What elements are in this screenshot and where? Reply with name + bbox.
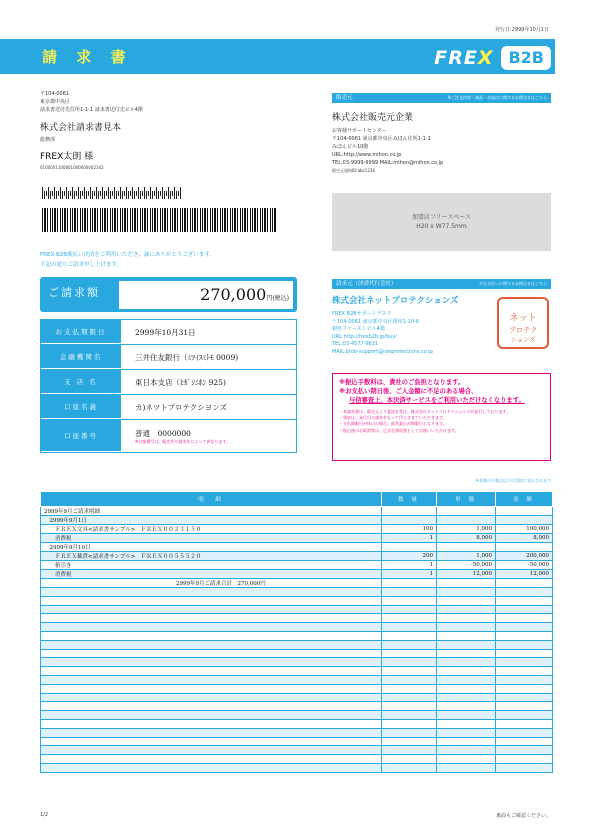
detail-cell: 100,000 bbox=[496, 525, 553, 534]
svg-text:プロテク: プロテク bbox=[508, 325, 538, 335]
detail-row bbox=[41, 579, 553, 588]
payment-key: 口座名義 bbox=[41, 395, 121, 419]
notice-item: ・本請求書は、販売元より委託を受け、株式会社ネットプロテクションズが発行しております。 bbox=[339, 409, 511, 414]
notice-item: ・振込後のお取消等は、正式な領収書としてお使いいただけます。 bbox=[339, 427, 459, 433]
postal-barcode bbox=[42, 187, 277, 199]
detail-row-empty bbox=[41, 702, 553, 711]
collector-block bbox=[332, 294, 502, 356]
detail-row bbox=[41, 525, 553, 534]
detail-header: 単 価 bbox=[437, 492, 496, 507]
detail-cell: 200,000 bbox=[496, 552, 553, 561]
seller-code: 販売元規格ID:abc1234 bbox=[332, 168, 375, 173]
detail-row-empty bbox=[41, 675, 553, 684]
detail-cell: 100 bbox=[382, 525, 437, 534]
detail-row bbox=[41, 534, 553, 543]
logo-frex: FREX bbox=[434, 46, 494, 69]
detail-cell: 2999年9月ご請求合計 270,000円 bbox=[41, 579, 382, 588]
payment-value: 三井住友銀行（ﾐﾂｲｽﾐﾄﾓ 0009) bbox=[135, 352, 239, 362]
detail-row-empty bbox=[41, 631, 553, 640]
detail-cell: 200 bbox=[382, 552, 437, 561]
detail-cell bbox=[382, 507, 437, 516]
frex-b2b-logo bbox=[434, 44, 551, 71]
payment-key: 金融機関名 bbox=[41, 345, 121, 369]
collector-company: 株式会社ネットプロテクションズ bbox=[332, 296, 459, 306]
detail-cell: -50,000 bbox=[437, 561, 496, 570]
detail-cell: 12,000 bbox=[437, 570, 496, 579]
detail-table bbox=[40, 491, 553, 773]
detail-row-empty bbox=[41, 640, 553, 649]
detail-row-empty bbox=[41, 605, 553, 614]
detail-row bbox=[41, 543, 553, 552]
collector-mail: MAIL:btob-support@netprotections.co.jp bbox=[332, 348, 433, 355]
detail-cell bbox=[437, 516, 496, 525]
seller-url: URL:http://www.mihon.co.jp bbox=[332, 152, 402, 158]
payment-key: 支 店 名 bbox=[41, 370, 121, 394]
document-title: 請 求 書 bbox=[42, 48, 133, 66]
issue-date: 発行日:2999年10月1日 bbox=[495, 27, 549, 33]
detail-cell bbox=[496, 543, 553, 552]
detail-cell: 12,000 bbox=[496, 570, 553, 579]
payment-value: 普通 0000000 ※口座番号は、販売先や請求先によって異なります。 bbox=[135, 428, 231, 444]
collector-header: 請求元（決済代行会社） やお支払いに関するお問合せはこちら bbox=[332, 279, 551, 289]
company-seal bbox=[497, 297, 549, 349]
payment-row bbox=[41, 345, 296, 370]
seller-addr1: 〒104-0061 東京都中央区みほん住所1-1-1 bbox=[332, 136, 431, 142]
collector-url: URL:http://frexb2b.jp/buy/ bbox=[332, 333, 397, 340]
detail-header: 金 額 bbox=[496, 492, 553, 507]
notice-item: ・領収は、発行目の請求をもって代えさせていただきます。 bbox=[339, 415, 447, 421]
detail-row bbox=[41, 507, 553, 516]
detail-row-empty bbox=[41, 658, 553, 667]
detail-row-empty bbox=[41, 667, 553, 676]
seller-header: 販売元 ※ご注文内容・商品・お届けに関するお問合せはこちら bbox=[332, 93, 551, 103]
amount-label: ご請求額 bbox=[48, 286, 100, 299]
payment-row bbox=[41, 395, 296, 420]
recipient-person: FREX太朗 様 bbox=[40, 152, 94, 162]
payment-key: お支払期限日 bbox=[41, 320, 121, 344]
detail-row-empty bbox=[41, 596, 553, 605]
invoice-barcode bbox=[42, 208, 277, 232]
recipient-dept: 総務部 bbox=[40, 137, 56, 143]
seller-company: 株式会社販売元企業 bbox=[332, 113, 414, 123]
detail-cell: ＦＲＥＸ雑貨<請求書サンプル> ＦＲＥＸ００５５５２０ bbox=[41, 552, 382, 561]
recipient-addr1: 東京都中央区 bbox=[40, 99, 71, 105]
detail-cell: 1 bbox=[382, 561, 437, 570]
detail-row-empty bbox=[41, 711, 553, 720]
detail-cell bbox=[496, 516, 553, 525]
detail-cell: 8,000 bbox=[437, 534, 496, 543]
tax-note: ※金額の小数点以下は切捨て表示されます bbox=[475, 478, 551, 483]
thanks-message: FREX B2B後払い決済をご利用いただき、誠にありがとうございます。 下記の通りご請求申し上げます。 bbox=[40, 252, 215, 268]
detail-cell: 8,000 bbox=[496, 534, 553, 543]
detail-cell: 2999年9月ご請求明細 bbox=[41, 507, 382, 516]
notice-item: ・支払期限日が休日の場合、前営業日が期限日となります。 bbox=[339, 421, 447, 427]
detail-row bbox=[41, 561, 553, 570]
payment-table bbox=[40, 319, 297, 453]
detail-cell bbox=[437, 579, 496, 588]
detail-cell bbox=[437, 543, 496, 552]
detail-row-empty bbox=[41, 614, 553, 623]
detail-row-empty bbox=[41, 623, 553, 632]
payment-value: 2999年10月31日 bbox=[135, 327, 196, 337]
page-number: 1/2 bbox=[40, 812, 49, 818]
collector-addr1: 〒104-0061 東京都中央区銀座1-10-6 bbox=[332, 318, 419, 325]
collector-desk: FREX B2Bサポートデスク bbox=[332, 311, 392, 317]
collector-addr2: 銀座ファーストビル4階 bbox=[332, 326, 385, 332]
detail-row bbox=[41, 552, 553, 561]
detail-row bbox=[41, 570, 553, 579]
detail-row-empty bbox=[41, 755, 553, 764]
back-page-note: 裏面もご確認ください。 bbox=[495, 813, 551, 819]
recipient-addr2: 請求書送付先住所1-1-1 請求書送付先ビル4階 bbox=[40, 107, 143, 113]
seller-addr2: みほんビル10階 bbox=[332, 144, 369, 150]
logo-b2b: B2B bbox=[501, 46, 551, 70]
detail-cell: 消費税 bbox=[41, 534, 382, 543]
detail-cell bbox=[496, 579, 553, 588]
detail-row-empty bbox=[41, 763, 553, 772]
detail-cell: 1,000 bbox=[437, 525, 496, 534]
detail-header: 数 量 bbox=[382, 492, 437, 507]
payment-key: 口座番号 bbox=[41, 420, 121, 452]
payment-row bbox=[41, 370, 296, 395]
detail-cell bbox=[496, 507, 553, 516]
detail-row bbox=[41, 516, 553, 525]
detail-row-empty bbox=[41, 746, 553, 755]
payment-notice: ※振込手数料は、貴社のご負担となります。 ※お支払い期日後、ご入金額に不足のある場合、 与信審査上、本決済サービスをご利用いただけなくなります。 ・本請求書は、販売元より委託を受け、株式会社ネットプロテクションズが発行しております。 ・領収は、発行目の請求をもって代えさせていただきます。 ・支払期限日が休日の場合、前営業日が期限日となります。 ・振込後のお取消等は、正式な領収書としてお使いいただけます。 bbox=[332, 373, 551, 461]
payment-row bbox=[41, 320, 296, 345]
recipient-postal: 〒104-0061 bbox=[40, 91, 70, 97]
barcode-number: 0100001100801000000002342 bbox=[40, 165, 104, 170]
detail-cell: 1 bbox=[382, 570, 437, 579]
detail-row-empty bbox=[41, 693, 553, 702]
seller-center: お客様サポートセンター bbox=[332, 128, 387, 134]
payment-value: 東日本支店（ﾋｶﾞｼﾆﾎﾝ 925) bbox=[135, 377, 226, 387]
detail-row-empty bbox=[41, 649, 553, 658]
detail-cell: 2999年9月1日 bbox=[41, 516, 382, 525]
detail-row-empty bbox=[41, 588, 553, 597]
detail-header: 明 細 bbox=[41, 492, 382, 507]
svg-text:ネット: ネット bbox=[509, 313, 537, 324]
payment-row bbox=[41, 420, 296, 452]
detail-row-empty bbox=[41, 719, 553, 728]
detail-cell: 消費税 bbox=[41, 570, 382, 579]
seller-block bbox=[332, 110, 551, 175]
detail-cell bbox=[382, 579, 437, 588]
svg-text:ションズ: ションズ bbox=[510, 336, 536, 344]
detail-cell: 2999年9月10日 bbox=[41, 543, 382, 552]
collector-tel: TEL:03-4577-9631 bbox=[332, 341, 379, 347]
recipient-company: 株式会社請求書見本 bbox=[40, 123, 122, 133]
recipient-block bbox=[40, 90, 290, 170]
payment-value: カ)ネツトプロテクシヨンズ bbox=[135, 402, 227, 412]
seller-tel: TEL:03-9999-9999 MAIL:mihon@mihon.co.jp bbox=[332, 160, 444, 166]
detail-cell bbox=[382, 516, 437, 525]
detail-row-empty bbox=[41, 728, 553, 737]
detail-row-empty bbox=[41, 684, 553, 693]
detail-cell: 1,000 bbox=[437, 552, 496, 561]
detail-cell: 1 bbox=[382, 534, 437, 543]
detail-cell bbox=[382, 543, 437, 552]
detail-cell: ＦＲＥＸ文具<請求書サンプル> ＦＲＥＸ００２３１５０ bbox=[41, 525, 382, 534]
detail-row-empty bbox=[41, 737, 553, 746]
detail-cell bbox=[437, 507, 496, 516]
merchant-free-space: 加盟店フリースペース H20 x W77.5mm bbox=[332, 193, 551, 251]
detail-cell: -50,000 bbox=[496, 561, 553, 570]
detail-cell: 値引き bbox=[41, 561, 382, 570]
amount-value: 270,000円(税込) bbox=[200, 285, 289, 304]
